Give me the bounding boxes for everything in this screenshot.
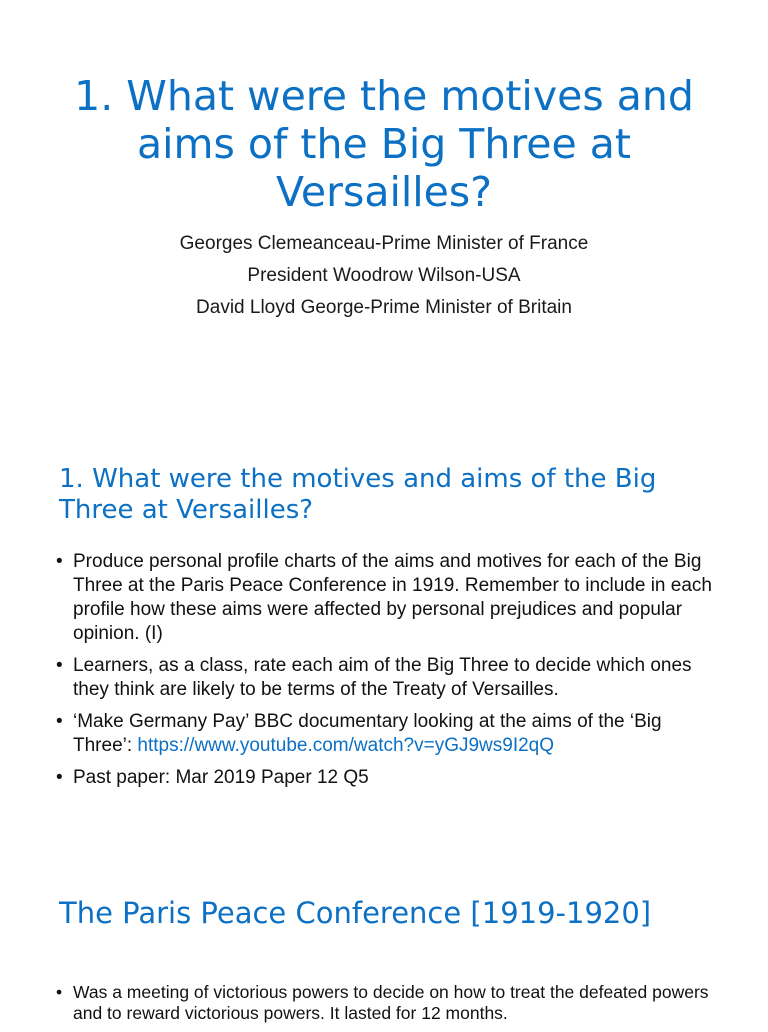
- bullet-icon: •: [56, 711, 63, 732]
- bullet-icon: •: [56, 655, 63, 676]
- bullet-text: Was a meeting of victorious powers to decide on how to treat the defeated powers and to reward victorious powers. It lasted for 12 months.: [73, 982, 709, 1023]
- slide-activities: [0, 430, 768, 860]
- subtitle-line-wilson: President Woodrow Wilson-USA: [247, 265, 521, 286]
- bullet-item: [56, 710, 716, 758]
- slide-title: [0, 0, 768, 430]
- bullet-item: [56, 654, 716, 702]
- slide-heading: 1. What were the motives and aims of the Big Three at Versailles?: [59, 464, 657, 525]
- subtitle-line-clemenceau: Georges Clemeanceau-Prime Minister of France: [179, 233, 589, 254]
- slide-subtitle: [60, 228, 708, 324]
- slide-paris-peace-conference: [0, 860, 768, 1024]
- bullet-item: [56, 982, 716, 1024]
- bullet-icon: •: [56, 551, 63, 572]
- youtube-link[interactable]: https://www.youtube.com/watch?v=yGJ9ws9I2qQ: [137, 735, 555, 756]
- bullet-text: Learners, as a class, rate each aim of the Big Three to decide which ones they think are likely to be terms of the Treaty of Versailles.: [73, 655, 692, 700]
- bullet-text: ‘Make Germany Pay’ BBC documentary looking at the aims of the ‘Big Three’:: [73, 711, 662, 756]
- slide-title-heading: 1. What were the motives and aims of the Big Three at Versailles?: [74, 72, 694, 216]
- subtitle-line-lloyd-george: David Lloyd George-Prime Minister of Britain: [196, 297, 572, 318]
- bullet-icon: •: [56, 982, 63, 1002]
- bullet-list: [56, 982, 716, 1032]
- bullet-text: Past paper: Mar 2019 Paper 12 Q5: [73, 767, 369, 788]
- bullet-item: [56, 766, 716, 790]
- bullet-text: Produce personal profile charts of the aims and motives for each of the Big Three at the Paris Peace Conference in 1919. Remember to include in each profile how these aims were affected by personal prejudices and popular opinion. (I): [73, 551, 712, 644]
- slide-heading: The Paris Peace Conference [1919-1920]: [59, 896, 652, 930]
- bullet-icon: •: [56, 767, 63, 788]
- bullet-item: [56, 550, 716, 646]
- bullet-list: [56, 550, 716, 798]
